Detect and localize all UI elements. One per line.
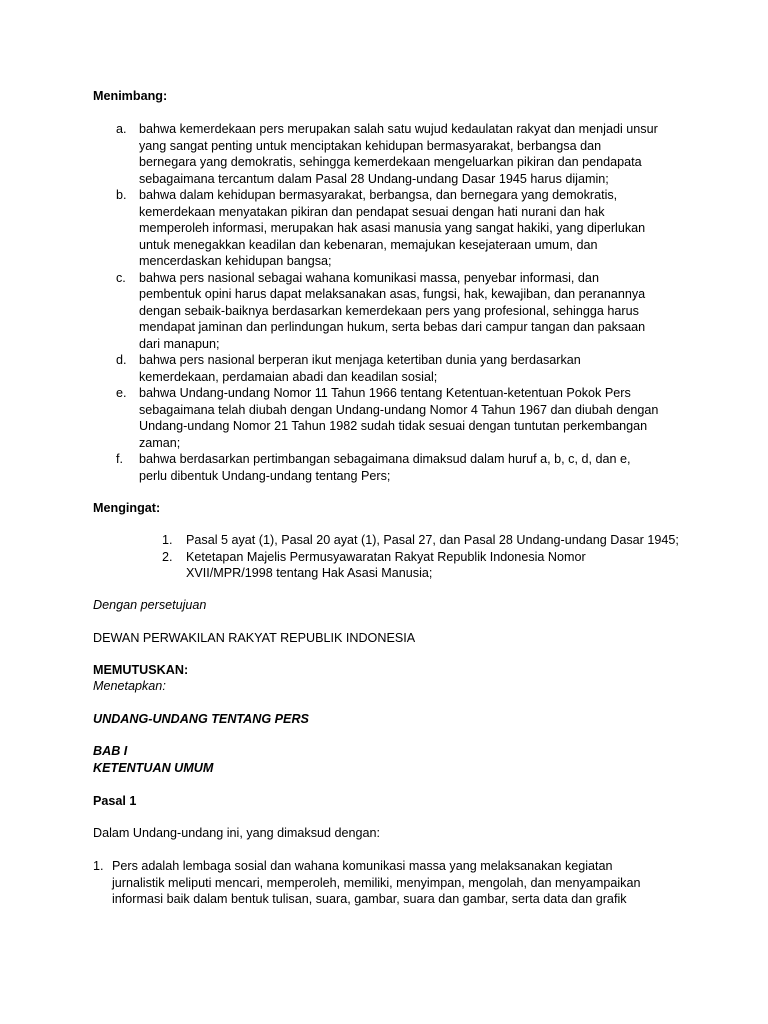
list-item-line: bahwa pers nasional berperan ikut menjaga ketertiban dunia yang berdasarkan <box>139 353 581 367</box>
list-marker: e. <box>116 386 127 400</box>
list-item-line: Ketetapan Majelis Permusyawaratan Rakyat Republik Indonesia Nomor <box>186 549 586 564</box>
list-marker: a. <box>116 122 127 136</box>
list-item-line: kemerdekaan menyatakan pikiran dan pendapat sesuai dengan hati nurani dan hak <box>139 204 605 219</box>
list-item-line: untuk menegakkan keadilan dan kebenaran, memajukan kesejateraan umum, dan <box>139 237 598 252</box>
list-marker: 2. <box>162 549 173 564</box>
list-item-line: mendapat jaminan dan perlindungan hukum, serta bebas dari campur tangan dan paksaan <box>139 320 646 334</box>
list-item-line: bernegara yang demokratis, sehingga kemerdekaan mengeluarkan pikiran dan pendapata <box>139 155 642 169</box>
list-item-line: bahwa pers nasional sebagai wahana komunikasi massa, penyebar informasi, dan <box>139 270 599 285</box>
list-item-line: bahwa dalam kehidupan bermasyarakat, berbangsa, dan bernegara yang demokratis, <box>139 188 618 202</box>
list-item-line: bahwa berdasarkan pertimbangan sebagaimana dimaksud dalam huruf a, b, c, d, dan e, <box>139 452 631 466</box>
chapter-title: KETENTUAN UMUM <box>93 761 214 775</box>
list-item-line: kemerdekaan, perdamaian abadi dan keadilan sosial; <box>139 369 438 384</box>
list-item-line: jurnalistik meliputi mencari, memperoleh, memiliki, menyimpan, mengolah, dan menyampaikan <box>112 875 641 890</box>
list-item-line: yang sangat penting untuk menciptakan kehidupan bermasyarakat, berbangsa dan <box>139 138 602 153</box>
list-item-line: bahwa kemerdekaan pers merupakan salah satu wujud kedaulatan rakyat dan menjadi unsur <box>139 122 658 136</box>
dpr-text: DEWAN PERWAKILAN RAKYAT REPUBLIK INDONESIA <box>93 631 416 645</box>
list-item-line: zaman; <box>139 435 181 450</box>
law-title: UNDANG-UNDANG TENTANG PERS <box>93 712 309 726</box>
list-marker: d. <box>116 353 127 367</box>
list-item-line: memperoleh informasi, merupakan hak asasi manusia yang sangat hakiki, yang diperlukan <box>139 221 646 235</box>
list-marker: 1. <box>93 859 104 873</box>
chapter-number: BAB I <box>93 744 128 758</box>
list-marker: b. <box>116 188 127 202</box>
list-item-line: XVII/MPR/1998 tentang Hak Asasi Manusia; <box>186 566 433 580</box>
list-item-line: Undang-undang Nomor 21 Tahun 1982 sudah tidak sesuai dengan tuntutan perkembangan <box>139 419 648 433</box>
list-item-line: mencerdaskan kehidupan bangsa; <box>139 254 332 268</box>
menetapkan-text: Menetapkan: <box>93 679 166 693</box>
list-item-line: sebagaimana telah diubah dengan Undang-undang Nomor 4 Tahun 1967 dan diubah dengan <box>139 402 659 417</box>
list-item-line: dari manapun; <box>139 336 220 351</box>
list-item-line: pembentuk opini harus dapat melaksanakan asas, fungsi, hak, kewajiban, dan peranannya <box>139 287 646 301</box>
list-item-line: dengan sebaik-baiknya berdasarkan kemerdekaan pers yang profesional, sehingga harus <box>139 303 639 318</box>
list-item-line: Pers adalah lembaga sosial dan wahana komunikasi massa yang melaksanakan kegiatan <box>112 859 613 873</box>
list-item-line: perlu dibentuk Undang-undang tentang Pers; <box>139 468 391 483</box>
article-heading: Pasal 1 <box>93 794 137 808</box>
list-item-line: Pasal 5 ayat (1), Pasal 20 ayat (1), Pasal 27, dan Pasal 28 Undang-undang Dasar 1945; <box>186 533 679 547</box>
list-item-line: sebagaimana tercantum dalam Pasal 28 Undang-undang Dasar 1945 harus dijamin; <box>139 171 609 186</box>
list-marker: f. <box>116 452 123 466</box>
list-marker: c. <box>116 270 126 285</box>
list-item-line: bahwa Undang-undang Nomor 11 Tahun 1966 tentang Ketentuan-ketentuan Pokok Pers <box>139 386 631 400</box>
approval-text: Dengan persetujuan <box>93 598 207 612</box>
memutuskan-heading: MEMUTUSKAN: <box>93 663 189 677</box>
mengingat-heading: Mengingat: <box>93 501 161 515</box>
list-marker: 1. <box>162 533 173 547</box>
menimbang-heading: Menimbang: <box>93 89 168 103</box>
article-intro: Dalam Undang-undang ini, yang dimaksud dengan: <box>93 826 381 840</box>
list-item-line: informasi baik dalam bentuk tulisan, suara, gambar, suara dan gambar, serta data dan grafik <box>112 892 627 906</box>
